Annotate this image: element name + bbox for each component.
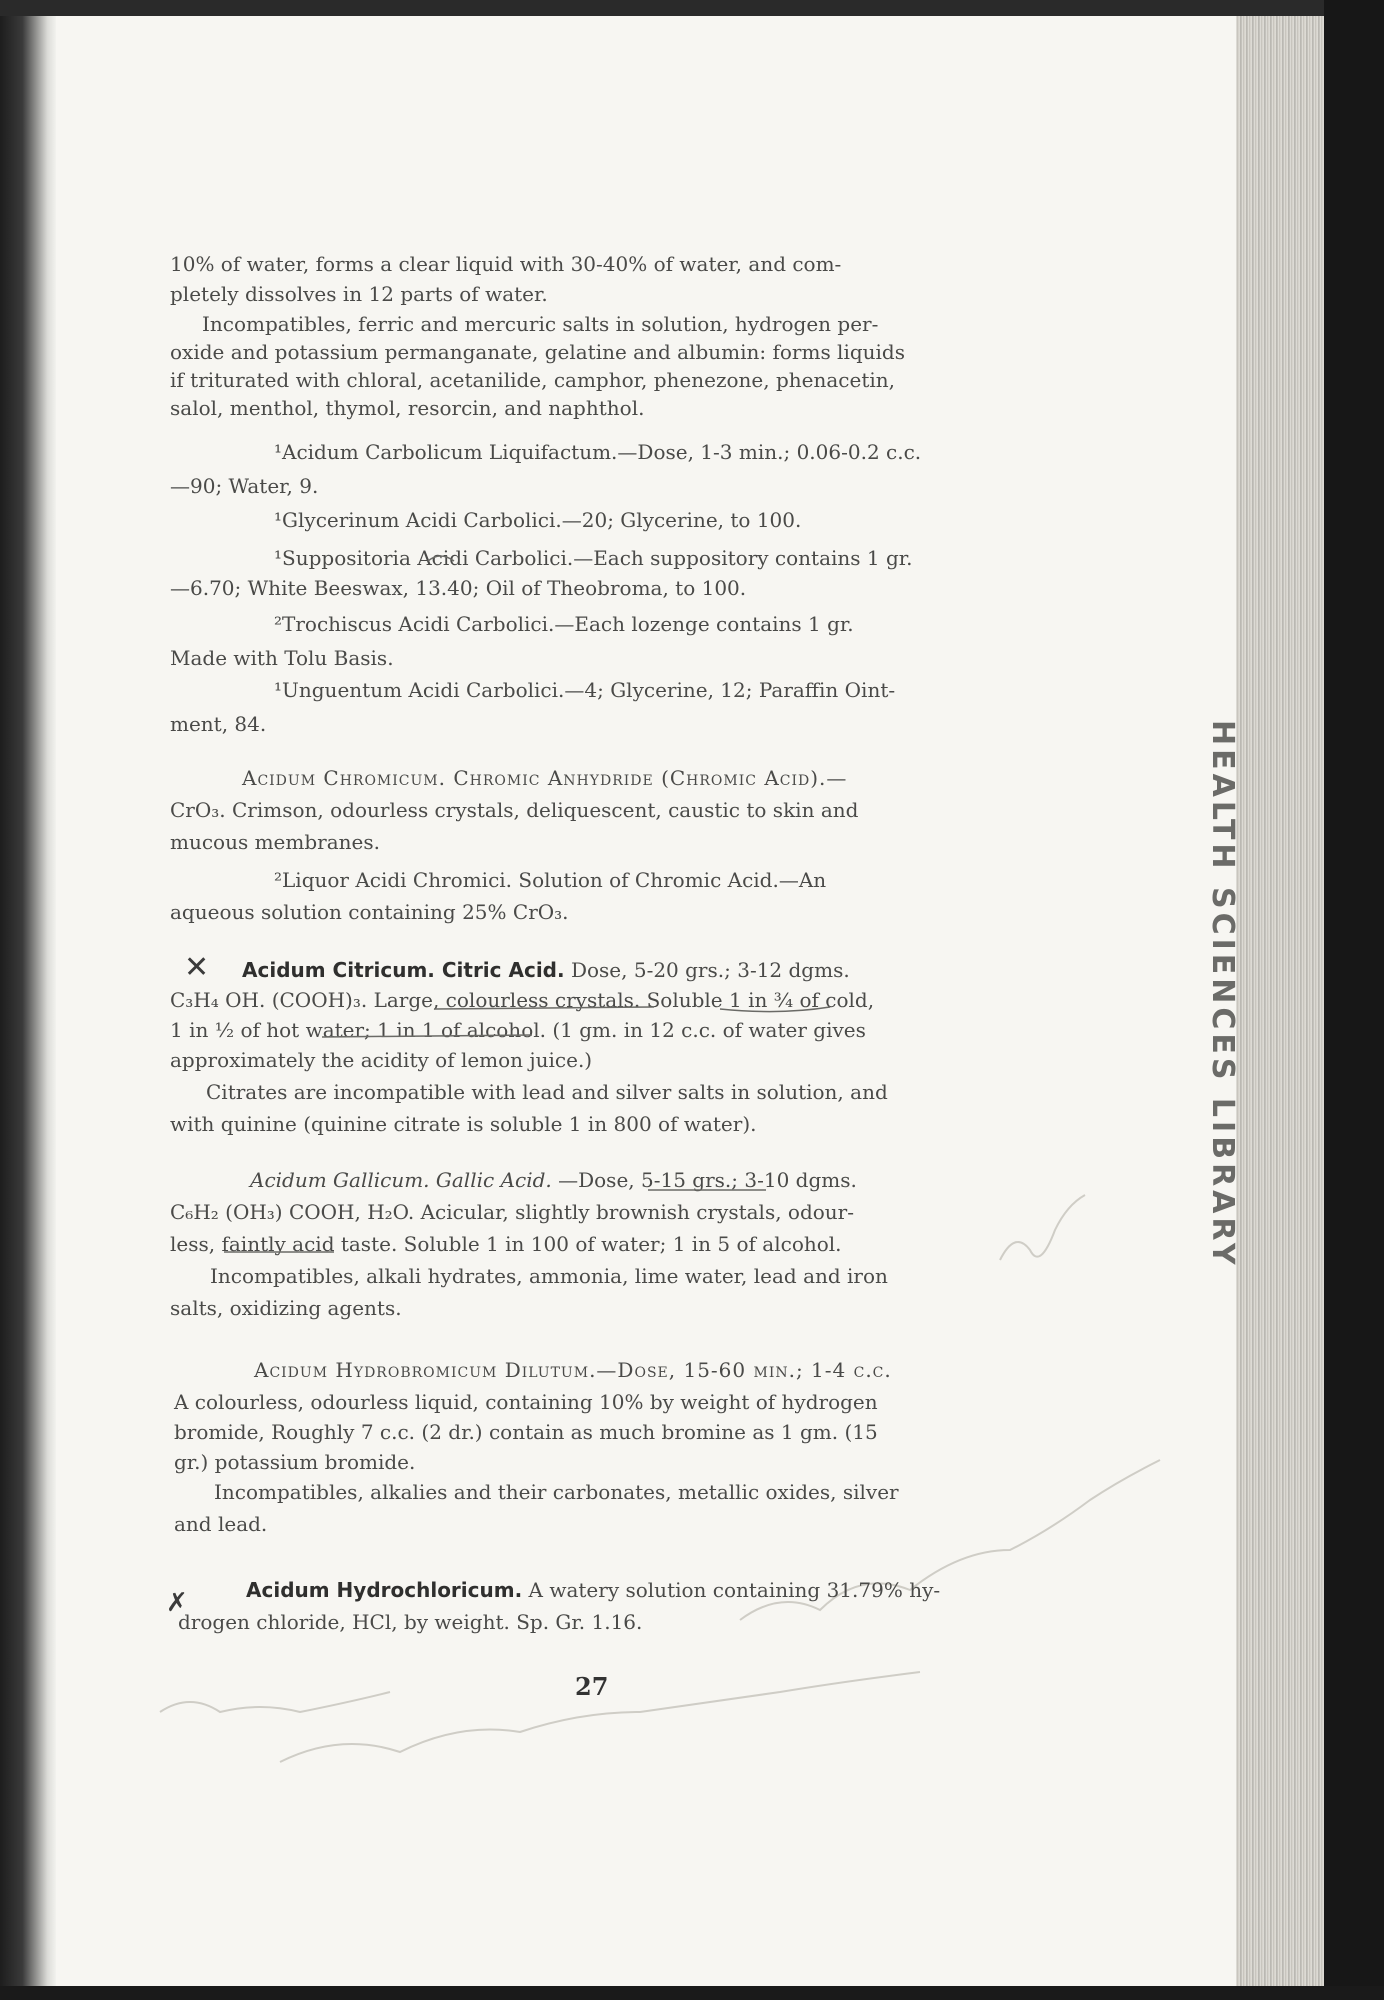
handwritten-x-mark: ✕ (184, 950, 210, 985)
entry-gallic (250, 1168, 857, 1192)
text-line: mucous membranes. (170, 830, 380, 854)
entry-heading-citric: Acidum Citricum. Citric Acid. (242, 958, 565, 982)
text-line: with quinine (quinine citrate is soluble 1 in 800 of water). (170, 1112, 757, 1136)
text-line: less, faintly acid taste. Soluble 1 in 100 of water; 1 in 5 of alcohol. (170, 1232, 842, 1256)
text-line: if triturated with chloral, acetanilide, camphor, phenezone, phenacetin, (170, 368, 896, 392)
text-line: Incompatibles, alkalies and their carbonates, metallic oxides, silver (214, 1480, 899, 1504)
text-line: Incompatibles, ferric and mercuric salts in solution, hydrogen per- (202, 312, 879, 336)
entry-heading-chromic: Acidum Chromicum. Chromic Anhydride (Chromic Acid).— (242, 766, 848, 790)
text-line: Made with Tolu Basis. (170, 646, 394, 670)
scan-bottom-edge (0, 1986, 1384, 2000)
text-line: oxide and potassium permanganate, gelatine and albumin: forms liquids (170, 340, 905, 364)
dose-text: Dose, 5-20 grs.; 3-12 dgms. (570, 958, 850, 982)
preparation-line: ²Trochiscus Acidi Carbolici.—Each lozenge contains 1 gr. (274, 612, 854, 636)
text-line: A colourless, odourless liquid, containing 10% by weight of hydrogen (174, 1390, 878, 1414)
handwritten-x-mark: ✗ (166, 1588, 188, 1618)
text-line: ment, 84. (170, 712, 267, 736)
text-line: C₃H₄ OH. (COOH)₃. Large, colourless crystals. Soluble 1 in ¾ of cold, (170, 988, 875, 1012)
dose-text: —Dose, 5-15 grs.; 3-10 dgms. (558, 1168, 857, 1192)
description-text: A watery solution containing 31.79% hy- (528, 1578, 941, 1602)
text-line: 1 in ½ of hot water; 1 in 1 of alcohol. (1 gm. in 12 c.c. of water gives (170, 1018, 866, 1042)
text-line: and lead. (174, 1512, 268, 1536)
preparation-line: ²Liquor Acidi Chromici. Solution of Chromic Acid.—An (274, 868, 827, 892)
text-line: salol, menthol, thymol, resorcin, and naphthol. (170, 396, 645, 420)
text-line: drogen chloride, HCl, by weight. Sp. Gr. 1.16. (178, 1610, 643, 1634)
text-line: approximately the acidity of lemon juice.) (170, 1048, 593, 1072)
facing-page-edge (0, 16, 56, 1986)
text-line: gr.) potassium bromide. (174, 1450, 416, 1474)
text-line: Citrates are incompatible with lead and silver salts in solution, and (206, 1080, 888, 1104)
preparation-line: ¹Glycerinum Acidi Carbolici.—20; Glycerine, to 100. (274, 508, 802, 532)
preparation-line: ¹Suppositoria Acidi Carbolici.—Each suppository contains 1 gr. (274, 546, 913, 570)
text-line: Incompatibles, alkali hydrates, ammonia, lime water, lead and iron (210, 1264, 888, 1288)
entry-heading-hydrochloric: Acidum Hydrochloricum. (246, 1578, 523, 1602)
scan-background (1324, 0, 1384, 2000)
text-line: pletely dissolves in 12 parts of water. (170, 282, 548, 306)
text-line: C₆H₂ (OH₃) COOH, H₂O. Acicular, slightly brownish crystals, odour- (170, 1200, 855, 1224)
entry-hydrochloric (246, 1578, 940, 1602)
entry-heading-hydrobromic: Acidum Hydrobromicum Dilutum.—Dose, 15-60 min.; 1-4 c.c. (254, 1358, 892, 1382)
text-line: salts, oxidizing agents. (170, 1296, 402, 1320)
text-line: 10% of water, forms a clear liquid with 30-40% of water, and com- (170, 252, 842, 276)
page-stack-edges (1236, 16, 1324, 1986)
entry-heading-gallic: Acidum Gallicum. Gallic Acid. (250, 1168, 552, 1192)
text-line: CrO₃. Crimson, odourless crystals, deliquescent, caustic to skin and (170, 798, 859, 822)
library-stamp: HEALTH SCIENCES LIBRARY (1205, 720, 1240, 1269)
page-number: 27 (575, 1672, 609, 1701)
text-line: aqueous solution containing 25% CrO₃. (170, 900, 569, 924)
text-line: —6.70; White Beeswax, 13.40; Oil of Theobroma, to 100. (170, 576, 747, 600)
text-line: —90; Water, 9. (170, 474, 319, 498)
preparation-line: ¹Acidum Carbolicum Liquifactum.—Dose, 1-3 min.; 0.06-0.2 c.c. (274, 440, 922, 464)
preparation-line: ¹Unguentum Acidi Carbolici.—4; Glycerine, 12; Paraffin Oint- (274, 678, 896, 702)
text-line: bromide, Roughly 7 c.c. (2 dr.) contain as much bromine as 1 gm. (15 (174, 1420, 878, 1444)
entry-citric (242, 958, 850, 982)
